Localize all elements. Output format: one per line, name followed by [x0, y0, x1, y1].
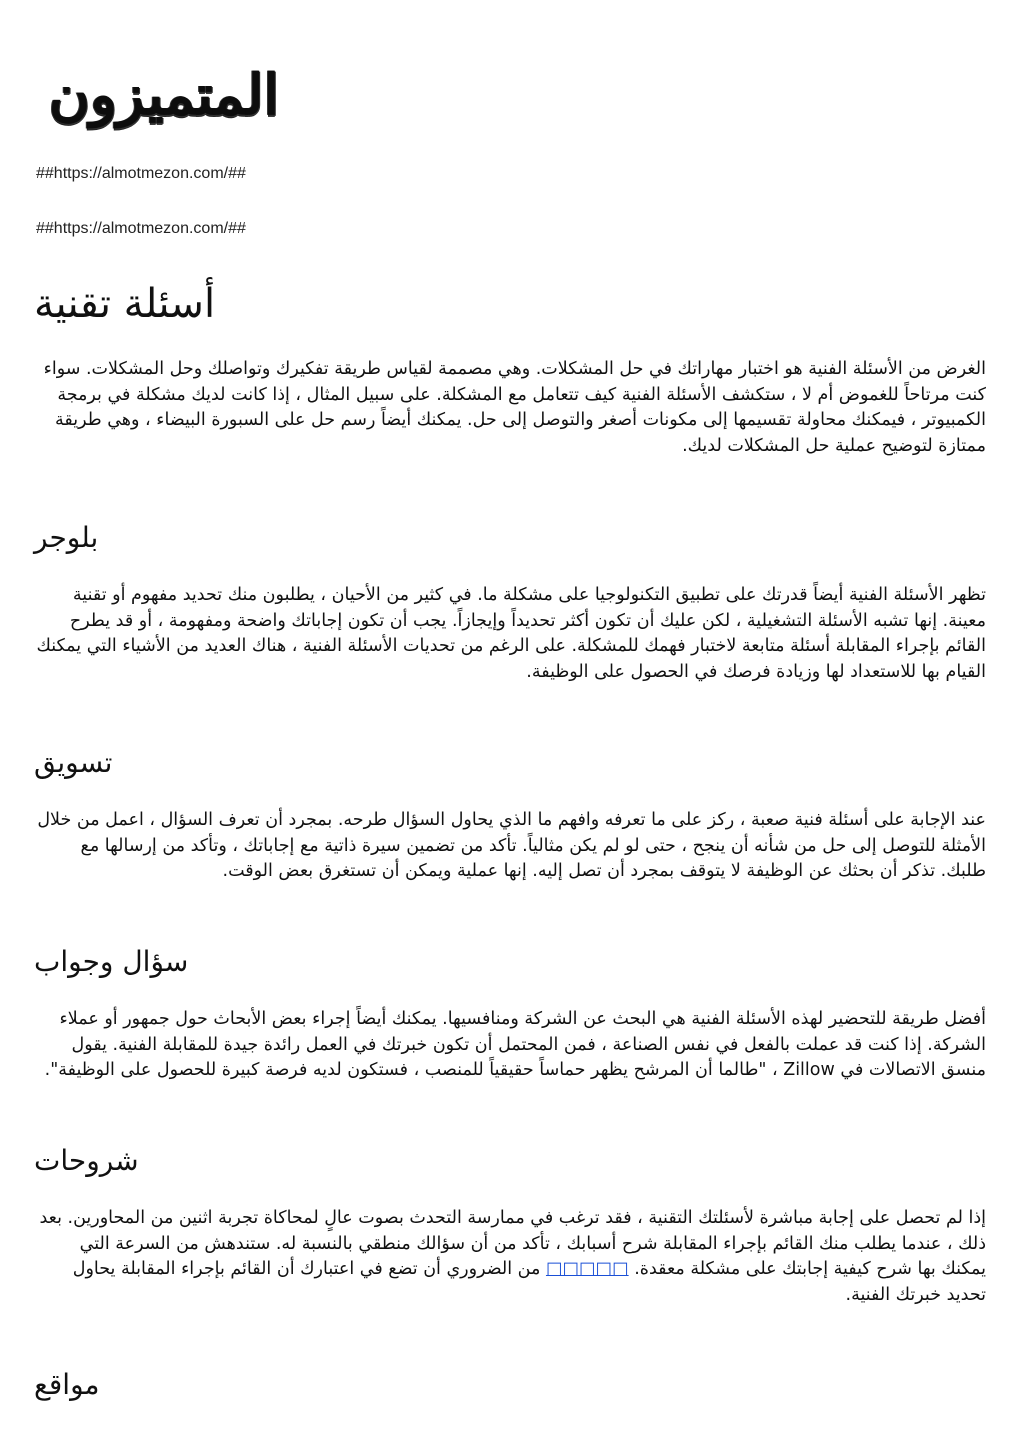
section-paragraph: أفضل طريقة للتحضير لهذه الأسئلة الفنية هي البحث عن الشركة ومنافسيها. يمكنك أيضاً إجراء بعض الأبحاث حول جمهور أو عملاء الشركة. إذا كنت قد عملت بالفعل في نفس الصناعة ، فمن المحتمل أن تكون خبرتك في العمل رائدة جيدة للمقابلة الفنية. يقول منسق الاتصالات في Zillow ، "طالما أن المرشح يظهر حماساً حقيقياً للمنصب ، فستكون لديه فرصة كبيرة للحصول على الوظيفة".: [44, 1009, 986, 1081]
section-heading: سؤال وجواب: [34, 945, 189, 978]
section-heading: بلوجر: [34, 521, 99, 554]
site-url[interactable]: ##https://almotmezon.com/##: [36, 165, 246, 182]
section-heading: شروحات: [34, 1144, 139, 1177]
section-heading: مواقع: [34, 1368, 100, 1401]
site-logo[interactable]: [34, 58, 294, 132]
intro-paragraph: الغرض من الأسئلة الفنية هو اختبار مهاراتك في حل المشكلات. وهي مصممة لقياس طريقة تفكيرك وتواصلك وحل المشكلات. سواء كنت مرتاحاً للغموض أم لا ، ستكشف الأسئلة الفنية كيف تتعامل مع المشكلة. على سبيل المثال ، إذا كانت لديك مشكلة في برمجة الكمبيوتر ، فيمكنك محاولة تقسيمها إلى مكونات أصغر والتوصل إلى حل. يمكنك أيضاً رسم حل على السبورة البيضاء ، وهي طريقة ممتازة لتوضيح عملية حل المشكلات لديك.: [43, 359, 986, 456]
section-paragraph: [34, 1206, 986, 1308]
section-paragraph: عند الإجابة على أسئلة فنية صعبة ، ركز على ما تعرفه وافهم ما الذي يحاول السؤال طرحه. بمجرد أن تعرف السؤال ، اعمل من خلال الأمثلة للتوصل إلى حل من شأنه أن ينجح ، حتى لو لم يكن مثالياً. تأكد من تضمين سيرة ذاتية مع إجاباتك ، وتأكد من إرسالها مع طلبك. تذكر أن بحثك عن الوظيفة لا يتوقف بمجرد أن تصل إليه. إنها عملية ويمكن أن تستغرق بعض الوقت.: [37, 810, 986, 882]
site-url[interactable]: ##https://almotmezon.com/##: [36, 220, 246, 237]
logo-text: المتميزون: [48, 62, 280, 128]
section-heading: تسويق: [34, 746, 113, 779]
paragraph-text: من الضروري أن تضع في اعتبارك أن القائم بإجراء المقابلة يحاول تحديد خبرتك الفنية.: [72, 1259, 986, 1305]
paragraph-text: إذا لم تحصل على إجابة مباشرة لأسئلتك التقنية ، فقد ترغب في ممارسة التحدث بصوت عالٍ لمحاكاة تجربة اثنين من المحاورين. بعد ذلك ، عندما يطلب منك القائم بإجراء المقابلة شرح أسبابك ، تأكد من أن سؤالك منطقي بالنسبة له. ستندهش من السرعة التي يمكنك بها شرح كيفية إجابتك على مشكلة معقدة.: [39, 1208, 986, 1280]
section-paragraph: تظهر الأسئلة الفنية أيضاً قدرتك على تطبيق التكنولوجيا على مشكلة ما. في كثير من الأحيان ، يطلبون منك تحديد مفهوم أو تقنية معينة. إنها تشبه الأسئلة التشغيلية ، لكن عليك أن تكون أكثر تحديداً وإيجازاً. يجب أن تكون إجاباتك واضحة ومفهومة ، أو قد يطرح القائم بإجراء المقابلة أسئلة متابعة لاختبار فهمك للمشكلة. على الرغم من تحديات الأسئلة الفنية ، هناك العديد من الأشياء التي يمكنك القيام بها للاستعداد لها وزيادة فرصك في الحصول على الوظيفة.: [36, 585, 986, 682]
inline-link[interactable]: □□□□□: [545, 1259, 629, 1280]
page-title: أسئلة تقنية: [34, 281, 216, 327]
